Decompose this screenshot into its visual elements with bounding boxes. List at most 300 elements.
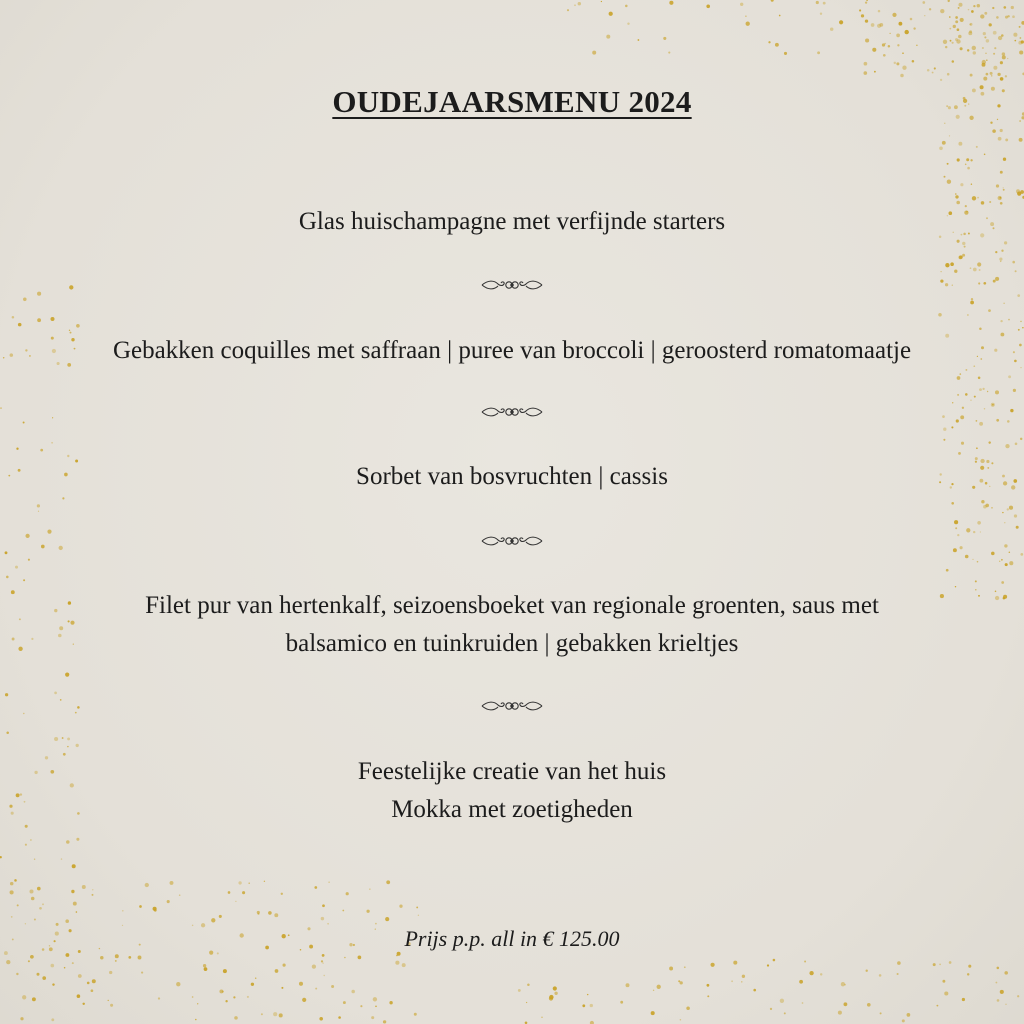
confetti-speck	[251, 983, 254, 986]
ornament-divider-icon	[480, 533, 544, 549]
confetti-speck	[42, 976, 46, 980]
confetti-speck	[92, 894, 94, 896]
confetti-speck	[991, 75, 993, 77]
confetti-speck	[996, 184, 999, 187]
confetti-speck	[884, 43, 886, 45]
confetti-speck	[192, 996, 194, 998]
confetti-speck	[663, 37, 666, 40]
confetti-speck	[958, 3, 962, 7]
confetti-speck	[108, 1000, 109, 1001]
confetti-speck	[527, 983, 530, 986]
confetti-speck	[65, 672, 69, 676]
confetti-speck	[59, 546, 63, 550]
confetti-speck	[874, 71, 876, 73]
confetti-speck	[76, 744, 79, 747]
confetti-speck	[973, 51, 976, 54]
confetti-speck	[1007, 420, 1010, 423]
confetti-speck	[961, 442, 964, 445]
confetti-speck	[955, 527, 957, 529]
confetti-speck	[975, 580, 977, 582]
confetti-speck	[29, 889, 33, 893]
confetti-speck	[6, 731, 9, 734]
confetti-speck	[383, 1020, 386, 1023]
confetti-speck	[590, 1004, 593, 1007]
confetti-speck	[976, 146, 978, 148]
confetti-speck	[976, 447, 978, 449]
confetti-speck	[977, 197, 979, 199]
confetti-speck	[264, 881, 265, 882]
confetti-speck	[92, 889, 93, 890]
confetti-speck	[965, 369, 967, 371]
confetti-speck	[217, 952, 219, 954]
confetti-speck	[1001, 559, 1003, 561]
confetti-speck	[76, 838, 79, 841]
confetti-speck	[344, 957, 346, 959]
confetti-speck	[283, 964, 286, 967]
confetti-speck	[1001, 581, 1004, 584]
course-main-line2: balsamico en tuinkruiden | gebakken krieltjes	[285, 630, 739, 657]
confetti-speck	[25, 923, 26, 924]
confetti-speck	[1022, 327, 1023, 328]
confetti-speck	[158, 997, 160, 999]
confetti-speck	[1005, 138, 1008, 141]
confetti-speck	[984, 154, 986, 156]
confetti-speck	[42, 903, 44, 905]
confetti-speck	[949, 28, 951, 30]
confetti-speck	[971, 10, 974, 13]
confetti-speck	[982, 388, 984, 390]
confetti-speck	[986, 39, 989, 42]
confetti-speck	[686, 1006, 690, 1010]
confetti-speck	[567, 9, 569, 11]
confetti-speck	[179, 894, 181, 896]
confetti-speck	[973, 5, 975, 7]
confetti-speck	[992, 129, 996, 133]
confetti-speck	[25, 844, 27, 846]
confetti-speck	[985, 53, 986, 54]
confetti-speck	[197, 1003, 198, 1004]
confetti-speck	[954, 270, 957, 273]
confetti-speck	[582, 1004, 585, 1007]
confetti-speck	[40, 449, 43, 452]
confetti-speck	[327, 923, 329, 925]
confetti-speck	[195, 1019, 197, 1021]
confetti-speck	[315, 988, 317, 990]
confetti-speck	[897, 44, 899, 46]
confetti-speck	[1020, 321, 1021, 322]
confetti-speck	[32, 997, 36, 1001]
confetti-speck	[328, 882, 329, 883]
confetti-speck	[986, 59, 988, 61]
confetti-speck	[979, 388, 982, 391]
confetti-speck	[956, 39, 960, 43]
confetti-speck	[998, 137, 1002, 141]
confetti-speck	[982, 60, 986, 64]
confetti-speck	[993, 31, 997, 35]
confetti-speck	[954, 520, 958, 524]
confetti-speck	[998, 36, 1002, 40]
confetti-speck	[942, 980, 945, 983]
confetti-speck	[1013, 33, 1017, 37]
confetti-speck	[986, 73, 989, 76]
confetti-speck	[373, 997, 377, 1001]
confetti-speck	[626, 983, 630, 987]
confetti-speck	[957, 28, 960, 31]
confetti-speck	[255, 977, 256, 978]
confetti-speck	[1010, 409, 1013, 412]
confetti-speck	[319, 1017, 323, 1021]
confetti-speck	[953, 548, 957, 552]
confetti-speck	[995, 982, 997, 984]
confetti-speck	[947, 73, 950, 76]
confetti-speck	[988, 309, 991, 312]
confetti-speck	[154, 909, 157, 912]
confetti-speck	[955, 16, 958, 19]
confetti-speck	[977, 4, 980, 7]
confetti-speck	[995, 390, 999, 394]
confetti-speck	[268, 911, 272, 915]
confetti-speck	[1005, 563, 1008, 566]
confetti-speck	[771, 0, 774, 2]
course-sorbet: Sorbet van bosvruchten | cassis	[356, 463, 668, 490]
confetti-speck	[1012, 261, 1015, 264]
confetti-speck	[25, 534, 29, 538]
confetti-speck	[969, 24, 971, 26]
confetti-speck	[902, 1019, 905, 1022]
confetti-speck	[959, 255, 963, 259]
confetti-speck	[823, 2, 826, 5]
confetti-speck	[1003, 6, 1006, 9]
confetti-speck	[1009, 561, 1013, 565]
confetti-speck	[1001, 250, 1003, 252]
confetti-speck	[1008, 319, 1010, 321]
confetti-speck	[984, 36, 986, 38]
confetti-speck	[67, 737, 70, 740]
confetti-speck	[844, 1002, 848, 1006]
confetti-speck	[707, 995, 709, 997]
confetti-speck	[82, 885, 86, 889]
confetti-speck	[1000, 261, 1001, 262]
confetti-speck	[910, 18, 913, 21]
confetti-speck	[882, 43, 885, 46]
confetti-speck	[385, 917, 389, 921]
confetti-speck	[38, 511, 39, 512]
confetti-speck	[872, 48, 876, 52]
confetti-speck	[984, 12, 987, 15]
confetti-speck	[965, 393, 968, 396]
confetti-speck	[957, 394, 959, 396]
course-dessert: Feestelijke creatie van het huis	[357, 758, 667, 785]
confetti-speck	[375, 923, 377, 925]
confetti-speck	[897, 961, 901, 965]
confetti-speck	[73, 902, 77, 906]
confetti-speck	[968, 9, 970, 11]
confetti-speck	[331, 985, 334, 988]
confetti-speck	[651, 1011, 655, 1015]
confetti-speck	[864, 71, 868, 75]
confetti-speck	[69, 285, 73, 289]
confetti-speck	[17, 904, 19, 906]
confetti-speck	[741, 981, 742, 982]
confetti-speck	[51, 442, 53, 444]
confetti-speck	[955, 38, 958, 41]
confetti-speck	[52, 983, 54, 985]
confetti-speck	[974, 396, 976, 398]
confetti-speck	[864, 62, 868, 66]
confetti-speck	[950, 262, 954, 266]
confetti-speck	[880, 1012, 882, 1014]
confetti-speck	[0, 856, 2, 858]
confetti-speck	[951, 502, 954, 505]
confetti-speck	[902, 52, 904, 54]
confetti-speck	[72, 864, 76, 868]
confetti-speck	[809, 971, 813, 975]
confetti-speck	[342, 910, 344, 912]
confetti-speck	[977, 561, 979, 563]
confetti-speck	[970, 74, 973, 77]
confetti-speck	[952, 42, 954, 44]
confetti-speck	[587, 994, 588, 995]
confetti-speck	[994, 47, 996, 49]
confetti-speck	[905, 30, 909, 34]
confetti-speck	[0, 407, 2, 409]
confetti-speck	[620, 1001, 623, 1004]
confetti-speck	[731, 980, 733, 982]
confetti-speck	[312, 964, 316, 968]
confetti-speck	[37, 318, 41, 322]
confetti-speck	[76, 324, 80, 328]
confetti-speck	[995, 277, 999, 281]
confetti-speck	[995, 251, 997, 253]
confetti-speck	[5, 693, 8, 696]
confetti-speck	[871, 23, 875, 27]
menu-title: OUDEJAARSMENU 2024	[332, 84, 692, 119]
confetti-speck	[397, 952, 401, 956]
confetti-speck	[1017, 192, 1021, 196]
confetti-speck	[680, 981, 683, 984]
confetti-speck	[1007, 58, 1008, 59]
confetti-speck	[948, 0, 950, 2]
confetti-speck	[261, 1013, 263, 1015]
confetti-speck	[418, 915, 419, 916]
confetti-speck	[1007, 508, 1009, 510]
confetti-speck	[932, 72, 934, 74]
confetti-speck	[982, 63, 986, 67]
confetti-speck	[1004, 241, 1007, 244]
confetti-speck	[883, 54, 886, 57]
confetti-speck	[16, 448, 18, 450]
confetti-speck	[358, 956, 362, 960]
confetti-speck	[913, 27, 915, 29]
confetti-speck	[989, 201, 991, 203]
confetti-speck	[844, 984, 846, 986]
confetti-speck	[991, 403, 995, 407]
confetti-speck	[943, 439, 945, 441]
confetti-speck	[999, 258, 1002, 261]
confetti-speck	[1000, 77, 1004, 81]
confetti-speck	[991, 552, 995, 556]
confetti-speck	[979, 422, 983, 426]
confetti-speck	[1019, 26, 1021, 28]
confetti-speck	[627, 22, 629, 24]
confetti-speck	[61, 858, 62, 859]
confetti-speck	[592, 51, 596, 55]
confetti-speck	[947, 163, 949, 165]
confetti-speck	[940, 271, 941, 272]
confetti-speck	[279, 1013, 283, 1017]
confetti-speck	[71, 890, 74, 893]
confetti-speck	[867, 1003, 871, 1007]
confetti-speck	[274, 913, 278, 917]
confetti-speck	[952, 285, 953, 286]
confetti-speck	[51, 1018, 54, 1021]
confetti-speck	[18, 323, 22, 327]
confetti-speck	[110, 1004, 113, 1007]
confetti-speck	[820, 973, 822, 975]
confetti-speck	[960, 47, 963, 50]
ornament-divider-icon	[480, 404, 544, 420]
confetti-speck	[966, 158, 969, 161]
confetti-speck	[1019, 120, 1021, 122]
confetti-speck	[657, 985, 661, 989]
confetti-speck	[746, 22, 750, 26]
confetti-speck	[203, 964, 206, 967]
confetti-speck	[972, 46, 976, 50]
confetti-speck	[970, 400, 971, 401]
confetti-speck	[1009, 506, 1013, 510]
confetti-speck	[957, 158, 960, 161]
confetti-speck	[247, 996, 249, 998]
confetti-speck	[386, 880, 390, 884]
course-mokka: Mokka met zoetigheden	[391, 796, 633, 823]
confetti-speck	[936, 1005, 938, 1007]
confetti-speck	[1011, 6, 1014, 9]
confetti-speck	[924, 15, 925, 16]
confetti-speck	[892, 13, 896, 17]
confetti-speck	[72, 962, 74, 964]
confetti-speck	[6, 960, 10, 964]
confetti-speck	[799, 980, 803, 984]
confetti-speck	[733, 961, 737, 965]
confetti-speck	[784, 52, 787, 55]
confetti-speck	[1003, 189, 1005, 191]
confetti-speck	[971, 298, 973, 300]
confetti-speck	[982, 47, 984, 49]
course-starter: Glas huischampagne met verfijnde starters	[298, 208, 726, 235]
confetti-speck	[1003, 158, 1006, 161]
confetti-speck	[988, 441, 990, 443]
confetti-speck	[894, 62, 896, 64]
confetti-speck	[897, 973, 899, 975]
confetti-speck	[1016, 189, 1020, 193]
confetti-speck	[414, 1013, 417, 1016]
confetti-speck	[768, 41, 770, 43]
confetti-speck	[970, 267, 972, 269]
confetti-speck	[745, 15, 747, 17]
confetti-speck	[984, 408, 986, 410]
confetti-speck	[549, 996, 553, 1000]
confetti-speck	[902, 66, 906, 70]
confetti-speck	[972, 196, 976, 200]
confetti-speck	[942, 415, 945, 418]
confetti-speck	[1020, 438, 1022, 440]
confetti-speck	[898, 22, 902, 26]
confetti-speck	[958, 7, 960, 9]
confetti-speck	[6, 576, 9, 579]
confetti-speck	[360, 1005, 362, 1007]
confetti-speck	[75, 712, 77, 714]
confetti-speck	[878, 10, 881, 13]
price-per-person: Prijs p.p. all in € 125.00	[404, 926, 620, 951]
confetti-speck	[958, 142, 962, 146]
confetti-speck	[54, 737, 58, 741]
confetti-speck	[993, 53, 995, 55]
confetti-speck	[54, 692, 57, 695]
confetti-speck	[997, 967, 1000, 970]
confetti-speck	[784, 1012, 786, 1014]
confetti-speck	[115, 954, 119, 958]
confetti-speck	[77, 706, 80, 709]
confetti-speck	[996, 16, 999, 19]
confetti-speck	[1000, 990, 1004, 994]
confetti-speck	[996, 419, 999, 422]
confetti-speck	[900, 74, 904, 78]
confetti-speck	[980, 531, 981, 532]
confetti-speck	[1000, 129, 1003, 132]
confetti-speck	[323, 975, 324, 976]
confetti-speck	[1018, 329, 1020, 331]
confetti-speck	[987, 391, 988, 392]
confetti-speck	[804, 961, 806, 963]
confetti-speck	[389, 1001, 392, 1004]
confetti-speck	[625, 5, 628, 8]
confetti-speck	[549, 995, 553, 999]
confetti-speck	[939, 964, 941, 966]
confetti-speck	[865, 38, 869, 42]
confetti-speck	[922, 1, 925, 4]
confetti-speck	[281, 987, 283, 989]
confetti-speck	[34, 859, 35, 860]
confetti-speck	[970, 159, 972, 161]
confetti-speck	[23, 422, 25, 424]
confetti-speck	[233, 996, 235, 998]
confetti-speck	[65, 953, 69, 957]
confetti-speck	[396, 955, 398, 957]
confetti-speck	[82, 1003, 84, 1005]
confetti-speck	[962, 998, 965, 1001]
confetti-speck	[780, 999, 784, 1003]
confetti-speck	[1005, 1004, 1006, 1005]
confetti-speck	[1020, 553, 1023, 556]
confetti-speck	[416, 906, 418, 908]
confetti-speck	[39, 907, 42, 910]
confetti-speck	[939, 147, 943, 151]
confetti-speck	[141, 972, 143, 974]
confetti-speck	[1000, 61, 1003, 64]
confetti-speck	[859, 9, 861, 11]
confetti-speck	[66, 840, 70, 844]
confetti-speck	[1020, 190, 1024, 194]
confetti-speck	[399, 905, 402, 908]
confetti-speck	[896, 34, 900, 38]
confetti-speck	[242, 891, 245, 894]
confetti-speck	[115, 960, 117, 962]
confetti-speck	[322, 904, 325, 907]
confetti-speck	[1021, 40, 1024, 43]
confetti-speck	[23, 579, 25, 581]
confetti-speck	[1004, 971, 1008, 975]
confetti-speck	[153, 907, 157, 911]
